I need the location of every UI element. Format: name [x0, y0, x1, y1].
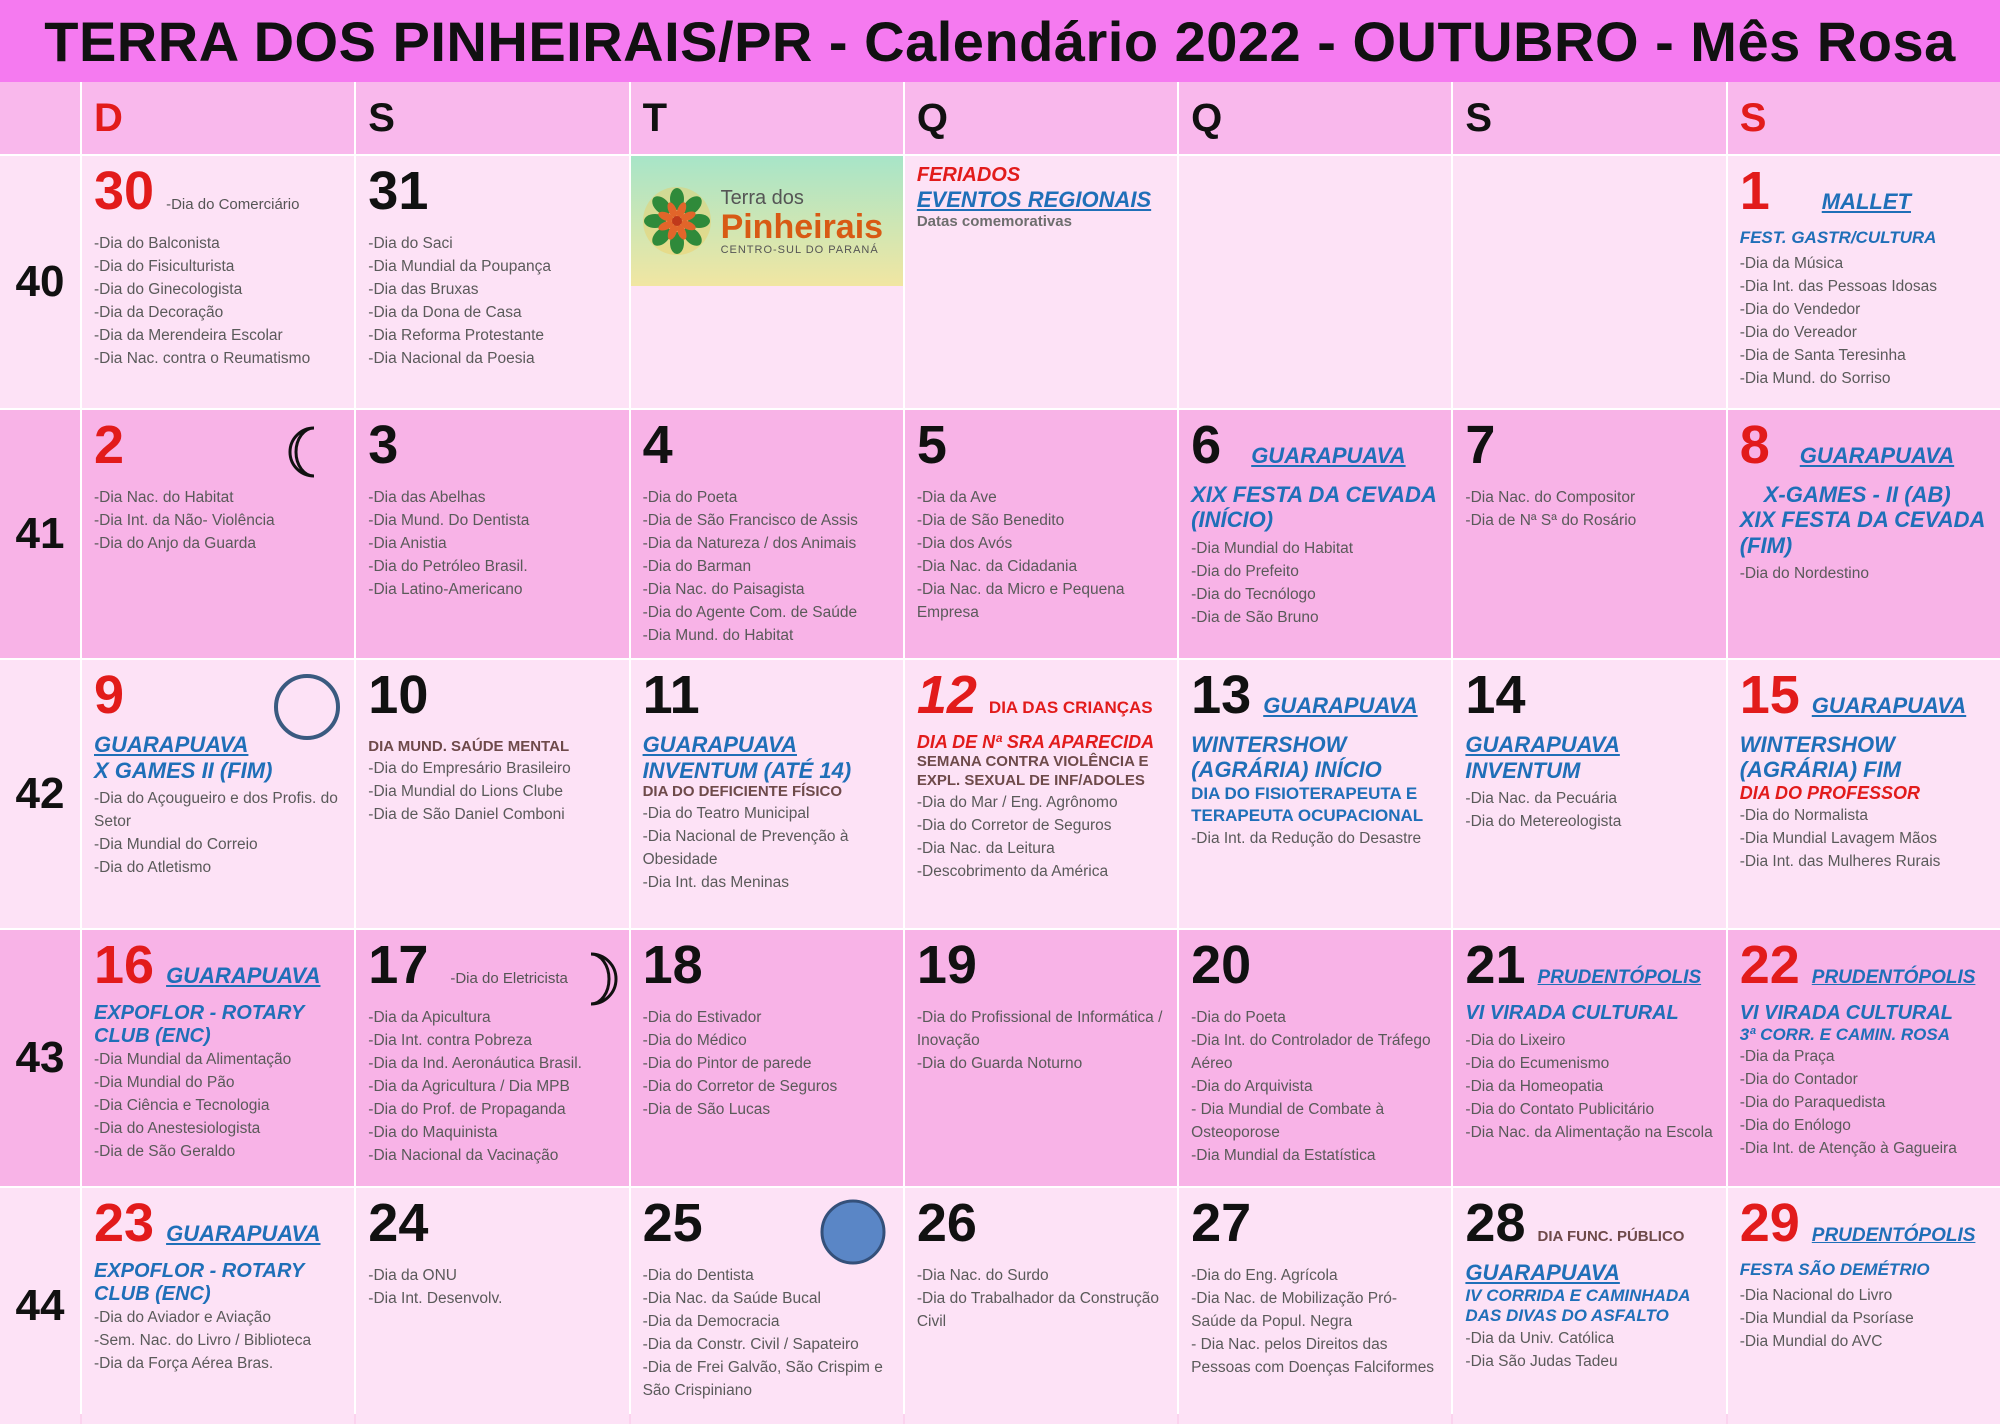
commemorations-list	[1465, 1327, 1715, 1373]
event-title: XIX FESTA DA CEVADA	[1191, 482, 1437, 507]
day-cell-2	[82, 410, 354, 658]
day-cell-14	[1453, 660, 1725, 928]
day-number: 7	[1465, 415, 1496, 475]
list-item: -Dia do Contato Publicitário	[1465, 1101, 1655, 1118]
list-item: -Dia da Merendeira Escolar	[94, 327, 283, 344]
list-item: -Dia do Maquinista	[368, 1124, 498, 1141]
event-title: VI VIRADA CULTURAL	[1739, 1002, 1954, 1024]
list-item: -Dia Int. da Redução do Desastre	[1191, 829, 1422, 847]
list-item: -Dia da Univ. Católica	[1465, 1329, 1615, 1347]
list-item: -Dia do Mar / Eng. Agrônomo	[916, 793, 1118, 811]
corner-cell	[0, 82, 80, 154]
day-number: 29	[1739, 1193, 1800, 1253]
day-number: 14	[1465, 665, 1526, 725]
day-number: 2	[94, 415, 125, 475]
commemorations-list	[94, 1048, 344, 1163]
list-item: -Dia do Aviador e Aviação	[94, 1309, 271, 1326]
event-title: FEST. GASTR/CULTURA	[1739, 228, 1937, 247]
event-title: WINTERSHOW	[1191, 732, 1347, 757]
day-cell-22	[1728, 930, 2000, 1186]
day-number: 13	[1191, 665, 1252, 725]
list-item: -Dia Int. das Pessoas Idosas	[1739, 278, 1937, 296]
list-item: -Dia do Normalista	[1739, 806, 1869, 824]
day-number: 6	[1191, 415, 1222, 475]
list-item: -Dia da Praça	[1739, 1048, 1835, 1066]
event-title: XIX FESTA DA CEVADA	[1739, 507, 1986, 533]
list-item: -Dia Mundial do Correio	[94, 836, 258, 854]
list-item: -Dia Int. contra Pobreza	[368, 1032, 532, 1049]
commemorations-list	[643, 802, 893, 894]
event-title: CLUB (ENC)	[94, 1025, 211, 1047]
list-item: -Dia das Abelhas	[368, 489, 486, 506]
day-cell-3	[356, 410, 628, 658]
week-number: 42	[0, 660, 80, 928]
list-item: -Dia Nac. da Cidadania	[916, 558, 1078, 575]
day-number: 26	[916, 1193, 977, 1253]
event-title: DAS DIVAS DO ASFALTO	[1465, 1306, 1669, 1326]
list-item: -Dia do Vereador	[1739, 324, 1857, 342]
list-item: -Dia Mundial da Estatística	[1191, 1147, 1376, 1164]
list-item: -Dia da Constr. Civil / Sapateiro	[642, 1336, 859, 1353]
city-tag: PRUDENTÓPOLIS	[1537, 967, 1702, 988]
list-item: -Dia de Santa Teresinha	[1739, 347, 1906, 365]
logo-text-line1: Terra dos	[720, 186, 804, 209]
list-item: -Dia da Música	[1739, 255, 1844, 273]
event-title: EXPOFLOR - ROTARY	[94, 1002, 305, 1024]
holiday-title: DIA DE Nª SRA APARECIDA	[916, 732, 1155, 752]
commemorations-list	[917, 1006, 1167, 1075]
event-title: (AGRÁRIA) INÍCIO	[1191, 757, 1382, 783]
week-number: 43	[0, 930, 80, 1186]
list-item: -Dia do Poeta	[642, 489, 738, 506]
list-item: -Dia do Anjo da Guarda	[94, 535, 256, 552]
list-item: -Dia Mundial Lavagem Mãos	[1739, 829, 1937, 847]
waxing-moon-icon	[583, 950, 623, 1008]
day-cell-17	[356, 930, 628, 1186]
list-item: -Dia Nacional de Prevenção à Obesidade	[642, 828, 849, 869]
list-item: -Dia do Metereologista	[1465, 813, 1622, 831]
event-title: CLUB (ENC)	[94, 1283, 211, 1305]
list-item: -Dia Int. das Mulheres Rurais	[1739, 852, 1941, 870]
day-number: 17	[368, 935, 429, 995]
list-item: -Dia Nac. contra o Reumatismo	[94, 350, 311, 367]
list-item: -Dia do Profissional de Informática / Inovação	[916, 1009, 1163, 1049]
list-item: -Dia Int. da Não- Violência	[94, 512, 275, 529]
highlight-date: DIA MUND. SAÚDE MENTAL	[368, 738, 570, 755]
commemorations-list	[1191, 1006, 1441, 1167]
list-item: -Dia Mundial do Pão	[94, 1074, 235, 1091]
day-cell-25	[631, 1188, 903, 1424]
commemorations-list	[368, 1006, 618, 1167]
list-item: -Dia do Eng. Agrícola	[1191, 1267, 1338, 1284]
list-item: -Dia São Judas Tadeu	[1465, 1352, 1618, 1370]
highlight-date: DIA DO DEFICIENTE FÍSICO	[642, 783, 843, 801]
waning-moon-icon	[280, 424, 326, 480]
list-item: -Dia do Lixeiro	[1465, 1032, 1566, 1049]
day-number: 27	[1191, 1193, 1252, 1253]
list-item: -Dia Nac. da Alimentação na Escola	[1465, 1124, 1713, 1141]
weekday-wednesday: Q	[905, 82, 1177, 154]
logo-text-line3: CENTRO-SUL DO PARANÁ	[720, 243, 879, 256]
list-item: -Dia do Estivador	[642, 1009, 762, 1026]
list-item: -Dia do Saci	[368, 235, 453, 252]
city-tag: PRUDENTÓPOLIS	[1811, 967, 1976, 988]
city-tag: GUARAPUAVA	[94, 732, 249, 757]
commemorations-list	[1191, 537, 1441, 629]
list-item: -Dia Mund. Do Dentista	[368, 512, 530, 529]
day-note: -Dia do Eletricista	[450, 970, 568, 987]
page-title: TERRA DOS PINHEIRAIS/PR - Calendário 2022 - OUTUBRO - Mês Rosa	[0, 0, 2000, 82]
list-item: -Dia Mundial do Lions Clube	[368, 782, 563, 800]
list-item: -Dia de São Benedito	[916, 512, 1065, 529]
day-cell-8	[1728, 410, 2000, 658]
terra-dos-pinheirais-logo	[631, 156, 903, 286]
flower-logo-icon	[637, 181, 717, 261]
list-item: -Dia da Força Aérea Bras.	[94, 1355, 274, 1372]
week-number: 41	[0, 410, 80, 658]
highlight-date: DIA DO FISIOTERAPEUTA E TERAPEUTA OCUPACIONAL	[1191, 783, 1424, 825]
day-number: 20	[1191, 935, 1252, 995]
list-item: -Dia Mundial da Psoríase	[1739, 1310, 1914, 1328]
list-item: -Dia do Corretor de Seguros	[916, 816, 1112, 834]
list-item: -Dia Ciência e Tecnologia	[94, 1097, 270, 1114]
day-number: 15	[1739, 665, 1800, 725]
list-item: -Dia Nac. da Saúde Bucal	[642, 1290, 821, 1307]
day-cell-20	[1179, 930, 1451, 1186]
list-item: -Dia da Natureza / dos Animais	[642, 535, 857, 552]
list-item: -Dia dos Avós	[916, 535, 1013, 552]
day-cell-28	[1453, 1188, 1725, 1424]
city-tag: GUARAPUAVA	[642, 732, 797, 757]
list-item: -Dia do Arquivista	[1191, 1078, 1313, 1095]
list-item: -Dia Nacional do Livro	[1739, 1287, 1893, 1305]
event-title: X-GAMES - II (AB)	[1763, 482, 1951, 507]
day-number: 12	[916, 665, 977, 725]
event-title: (FIM)	[1739, 532, 1793, 558]
commemorations-list	[1740, 252, 1990, 390]
day-number: 23	[94, 1193, 155, 1253]
list-item: -Dia Mundial da Poupança	[368, 258, 551, 275]
city-tag: MALLET	[1821, 189, 1911, 214]
day-cell-12	[905, 660, 1177, 928]
day-cell-24	[356, 1188, 628, 1424]
day-cell-29	[1728, 1188, 2000, 1424]
list-item: -Dia Int. Desenvolv.	[368, 1290, 503, 1307]
list-item: -Dia do Pintor de parede	[642, 1055, 812, 1072]
city-tag: GUARAPUAVA	[1465, 732, 1620, 757]
list-item: -Sem. Nac. do Livro / Biblioteca	[94, 1332, 312, 1349]
list-item: -Dia da Ind. Aeronáutica Brasil.	[368, 1055, 582, 1072]
week-number: 40	[0, 156, 80, 408]
day-number: 21	[1465, 935, 1526, 995]
event-title: IV CORRIDA E CAMINHADA	[1465, 1286, 1691, 1305]
list-item: -Dia Reforma Protestante	[368, 327, 545, 344]
event-title: EXPOFLOR - ROTARY	[94, 1260, 305, 1282]
day-cell-30	[82, 156, 354, 408]
list-item: -Dia do Ginecologista	[94, 281, 243, 298]
list-item: -Dia Mundial do Habitat	[1191, 539, 1354, 557]
list-item: -Dia das Bruxas	[368, 281, 479, 298]
event-subtitle: 3ª CORR. E CAMIN. ROSA	[1739, 1025, 1951, 1044]
day-number: 10	[368, 665, 429, 725]
list-item: -Dia do Anestesiologista	[94, 1120, 261, 1137]
commemorations-list	[94, 486, 344, 555]
list-item: -Dia Nac. da Micro e Pequena Empresa	[916, 581, 1125, 621]
legend-feriados: FERIADOS	[916, 164, 1021, 186]
weekday-sunday: D	[82, 82, 354, 154]
day-cell-16	[82, 930, 354, 1186]
list-item: -Dia Nac. do Habitat	[94, 489, 234, 506]
list-item: -Dia Nac. da Pecuária	[1465, 790, 1618, 808]
list-item: -Dia do Trabalhador da Construção Civil	[916, 1290, 1159, 1330]
weekday-tuesday: T	[631, 82, 903, 154]
list-item: -Dia Latino-Americano	[368, 581, 523, 598]
list-item: -Dia Int. do Controlador de Tráfego Aéreo	[1191, 1032, 1431, 1072]
commemorations-list	[368, 232, 618, 370]
day-cell-4	[631, 410, 903, 658]
day-cell-21	[1453, 930, 1725, 1186]
day-number: 5	[916, 415, 947, 475]
day-note: -Dia do Comerciário	[166, 196, 300, 213]
weekday-monday: S	[356, 82, 628, 154]
event-title: (AGRÁRIA) FIM	[1739, 757, 1902, 783]
day-number: 16	[94, 935, 155, 995]
day-number: 9	[94, 665, 125, 725]
commemorations-list	[368, 486, 618, 601]
list-item: -Dia do Vendedor	[1739, 301, 1861, 319]
commemorations-list	[917, 791, 1167, 883]
commemorations-list	[1465, 787, 1715, 833]
list-item: -Dia da Decoração	[94, 304, 224, 321]
city-tag: GUARAPUAVA	[1251, 443, 1406, 468]
event-title: VI VIRADA CULTURAL	[1465, 1002, 1679, 1024]
list-item: -Dia do Teatro Municipal	[642, 805, 810, 823]
day-cell-18	[631, 930, 903, 1186]
event-title: (INÍCIO)	[1191, 507, 1274, 533]
list-item: -Dia do Atletismo	[94, 859, 212, 877]
list-item: -Dia da ONU	[368, 1267, 457, 1284]
commemorations-list	[94, 787, 344, 879]
list-item: -Dia Nac. da Leitura	[916, 839, 1055, 857]
list-item: -Dia do Tecnólogo	[1191, 585, 1316, 603]
list-item: -Dia do Açougueiro e dos Profis. do Setor	[94, 790, 338, 831]
day-cell-26	[905, 1188, 1177, 1424]
day-cell-27	[1179, 1188, 1451, 1424]
list-item: -Dia do Barman	[642, 558, 752, 575]
list-item: -Dia Mund. do Sorriso	[1739, 370, 1891, 388]
event-title: X GAMES II (FIM)	[94, 758, 273, 783]
day-number: 19	[916, 935, 977, 995]
list-item: -Dia do Nordestino	[1739, 564, 1869, 582]
holiday-title: DIA DO PROFESSOR	[1739, 782, 1921, 803]
event-title: FESTA SÃO DEMÉTRIO	[1739, 1260, 1930, 1279]
day-cell-31	[356, 156, 628, 408]
empty-cell	[1179, 156, 1451, 408]
list-item: -Dia Int. das Meninas	[642, 874, 790, 892]
weekday-saturday: S	[1728, 82, 2000, 154]
commemorations-list	[94, 1306, 344, 1375]
commemorations-list	[1465, 1029, 1715, 1144]
list-item: -Dia da Democracia	[642, 1313, 780, 1330]
commemorations-list	[917, 1264, 1167, 1333]
commemorations-list	[1465, 486, 1715, 532]
list-item: -Dia da Dona de Casa	[368, 304, 522, 321]
list-item: -Dia Int. de Atenção à Gagueira	[1739, 1140, 1957, 1158]
event-title: INVENTUM (ATÉ 14)	[642, 758, 852, 783]
weekday-thursday: Q	[1179, 82, 1451, 154]
list-item: -Dia do Fisiculturista	[94, 258, 235, 275]
commemorations-list	[643, 1006, 893, 1121]
city-tag: GUARAPUAVA	[1811, 693, 1967, 718]
list-item: -Dia da Agricultura / Dia MPB	[368, 1078, 570, 1095]
commemorations-list	[1740, 562, 1990, 585]
day-number: 3	[368, 415, 399, 475]
list-item: -Dia do Petróleo Brasil.	[368, 558, 528, 575]
list-item: -Dia do Agente Com. de Saúde	[642, 604, 858, 621]
day-cell-6	[1179, 410, 1451, 658]
legend-datas: Datas comemorativas	[916, 213, 1072, 230]
day-number: 24	[368, 1193, 429, 1253]
day-number: 30	[94, 161, 155, 221]
city-tag: GUARAPUAVA	[1263, 693, 1418, 718]
list-item: -Dia do Ecumenismo	[1465, 1055, 1610, 1072]
list-item: -Dia Nacional da Poesia	[368, 350, 535, 367]
list-item: -Dia do Balconista	[94, 235, 220, 252]
list-item: -Dia do Prefeito	[1191, 562, 1299, 580]
list-item: -Dia Nac. de Mobilização Pró-Saúde da Popul. Negra	[1191, 1290, 1398, 1330]
highlight-date: SEMANA CONTRA VIOLÊNCIA E EXPL. SEXUAL DE INF/ADOLES	[916, 753, 1149, 789]
list-item: -Dia Nac. do Surdo	[916, 1267, 1049, 1284]
list-item: -Dia Nacional da Vacinação	[368, 1147, 559, 1164]
day-number: 11	[642, 665, 700, 725]
city-tag: PRUDENTÓPOLIS	[1811, 1225, 1976, 1246]
list-item: - Dia Nac. pelos Direitos das Pessoas com Doenças Falciformes	[1191, 1336, 1435, 1376]
list-item: -Dia do Enólogo	[1739, 1117, 1851, 1135]
day-number: 31	[368, 161, 429, 221]
day-cell-7	[1453, 410, 1725, 658]
commemorations-list	[643, 1264, 893, 1402]
city-tag: GUARAPUAVA	[166, 1221, 321, 1246]
list-item: -Dia do Guarda Noturno	[916, 1055, 1083, 1072]
list-item: -Dia de São Francisco de Assis	[642, 512, 858, 529]
list-item: -Dia do Paraquedista	[1739, 1094, 1886, 1112]
commemorations-list	[1740, 1045, 1990, 1160]
new-moon-icon	[272, 672, 342, 742]
commemorations-list	[917, 486, 1167, 624]
legend-cell	[905, 156, 1177, 408]
commemorations-list	[1740, 1284, 1990, 1353]
commemorations-list	[1191, 827, 1441, 850]
list-item: -Descobrimento da América	[916, 862, 1109, 880]
logo-cell	[631, 156, 903, 408]
list-item: -Dia do Dentista	[642, 1267, 754, 1284]
commemorations-list	[368, 757, 618, 826]
weekday-friday: S	[1453, 82, 1725, 154]
list-item: -Dia Nac. do Paisagista	[642, 581, 805, 598]
logo-text-line2: Pinheirais	[720, 207, 884, 246]
full-moon-icon	[819, 1198, 887, 1266]
list-item: -Dia Nac. do Compositor	[1465, 489, 1636, 506]
list-item: -Dia do Empresário Brasileiro	[368, 759, 571, 777]
day-cell-23	[82, 1188, 354, 1424]
list-item: -Dia de São Bruno	[1191, 608, 1319, 626]
list-item: -Dia da Ave	[916, 489, 997, 506]
list-item: -Dia de Frei Galvão, São Crispim e São Crispiniano	[642, 1359, 883, 1399]
list-item: -Dia de São Daniel Comboni	[368, 805, 565, 823]
day-number: 22	[1739, 935, 1800, 995]
day-note: DIA FUNC. PÚBLICO	[1537, 1228, 1685, 1245]
event-title: WINTERSHOW	[1739, 732, 1895, 757]
list-item: -Dia do Prof. de Propaganda	[368, 1101, 566, 1118]
city-tag: GUARAPUAVA	[166, 963, 321, 988]
event-title: INVENTUM	[1465, 758, 1581, 783]
commemorations-list	[1740, 804, 1990, 873]
list-item: -Dia do Contador	[1739, 1071, 1858, 1089]
day-cell-5	[905, 410, 1177, 658]
day-cell-11	[631, 660, 903, 928]
day-cell-9	[82, 660, 354, 928]
day-cell-13	[1179, 660, 1451, 928]
commemorations-list	[643, 486, 893, 647]
day-number: 4	[642, 415, 673, 475]
list-item: -Dia Mundial do AVC	[1739, 1333, 1883, 1351]
day-number: 25	[642, 1193, 703, 1253]
list-item: -Dia de Nª Sª do Rosário	[1465, 512, 1637, 529]
city-tag: GUARAPUAVA	[1465, 1260, 1620, 1285]
list-item: -Dia Anistia	[368, 535, 447, 552]
list-item: -Dia da Apicultura	[368, 1009, 491, 1026]
day-number: 28	[1465, 1193, 1526, 1253]
legend-eventos: EVENTOS REGIONAIS	[916, 187, 1152, 212]
list-item: -Dia Mundial da Alimentação	[94, 1051, 292, 1068]
list-item: -Dia da Homeopatia	[1465, 1078, 1604, 1095]
holiday-label: DIA DAS CRIANÇAS	[988, 698, 1153, 717]
commemorations-list	[94, 232, 344, 370]
commemorations-list	[368, 1264, 618, 1310]
day-number: 8	[1739, 415, 1770, 475]
list-item: - Dia Mundial de Combate à Osteoporose	[1191, 1101, 1385, 1141]
empty-cell	[1453, 156, 1725, 408]
week-number: 44	[0, 1188, 80, 1424]
list-item: -Dia de São Lucas	[642, 1101, 771, 1118]
day-number: 1	[1739, 161, 1770, 221]
city-tag: GUARAPUAVA	[1799, 443, 1955, 468]
list-item: -Dia de São Geraldo	[94, 1143, 236, 1160]
commemorations-list	[1191, 1264, 1441, 1379]
list-item: -Dia do Médico	[642, 1032, 747, 1049]
day-cell-19	[905, 930, 1177, 1186]
list-item: -Dia Mund. do Habitat	[642, 627, 794, 644]
day-cell-1	[1728, 156, 2000, 408]
day-number: 18	[642, 935, 703, 995]
day-cell-10	[356, 660, 628, 928]
day-cell-15	[1728, 660, 2000, 928]
list-item: -Dia do Corretor de Seguros	[642, 1078, 838, 1095]
calendar-grid	[0, 82, 2000, 1414]
list-item: -Dia do Poeta	[1191, 1009, 1286, 1026]
